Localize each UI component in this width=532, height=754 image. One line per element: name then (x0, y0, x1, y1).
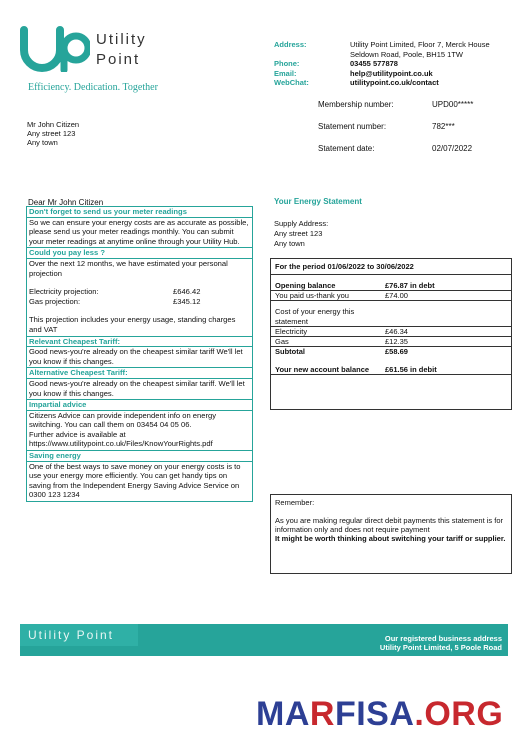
saving-energy-text: One of the best ways to save money on your energy costs is to use your energy more efficiently. You can get handy tips on saving from the Independent Energy Saving Advice Service on 0300 123 1234 (29, 461, 241, 500)
statement-number-label: Statement number: (318, 122, 387, 131)
impartial-advice-section (27, 411, 252, 451)
further-advice-text: Further advice is available at (29, 429, 126, 439)
gas-projection-label: Gas projection: (29, 296, 81, 306)
footer-bar (20, 624, 508, 656)
customer-name: Mr John Citizen (27, 120, 80, 129)
customer-address (27, 120, 79, 147)
electricity-row: Electricity £46.34 (271, 327, 511, 337)
relevant-tariff-heading: Relevant Cheapest Tariff: (27, 337, 252, 348)
greeting: Dear Mr John Citizen (28, 198, 104, 207)
brand-name: Utility Point (96, 31, 147, 68)
statement-number-value: 782*** (432, 122, 455, 131)
statement-meta (318, 100, 473, 166)
supply-street: Any street 123 (274, 229, 323, 238)
address-label: Address: (274, 40, 307, 49)
statement-date-label: Statement date: (318, 144, 375, 153)
projection-intro: Over the next 12 months, we have estimated your personal projection (29, 258, 228, 278)
statement-table (270, 258, 512, 410)
alternative-tariff-text: Good news-you're already on the cheapest similar tariff. We'll let you know if this changes. (27, 379, 252, 400)
info-panel (26, 206, 253, 502)
supply-address (274, 219, 328, 249)
phone-value: 03455 577878 (350, 59, 398, 68)
gas-projection-value: £345.12 (173, 296, 201, 306)
membership-value: UPD00***** (432, 100, 474, 109)
footer-brand: Utility Point (28, 628, 115, 642)
alternative-tariff-heading: Alternative Cheapest Tariff: (27, 368, 252, 379)
meter-readings-text: So we can ensure your energy costs are as accurate as possible, please send us your meter readings monthly. You can submit your meter readings at anytime online through your Utility Hub. (27, 218, 252, 249)
utility-point-logo-icon (20, 26, 90, 72)
customer-street: Any street 123 (27, 129, 76, 138)
meter-readings-heading: Don't forget to send us your meter readings (27, 207, 252, 218)
registered-address: Our registered business address Utility Point Limited, 5 Poole Road (379, 634, 502, 652)
opening-balance-row: Opening balance £76.87 in debt (271, 281, 511, 291)
address-line2: Seldown Road, Poole, BH15 1TW (350, 49, 463, 59)
statement-period: For the period 01/06/2022 to 30/06/2022 (271, 259, 511, 275)
saving-energy-heading: Saving energy (27, 451, 252, 462)
remember-advice: It might be worth thinking about switching your tariff or supplier. (275, 534, 506, 543)
know-your-rights-link[interactable]: https://www.utilitypoint.co.uk/Files/KnowYourRights.pdf (29, 439, 213, 449)
cost-label-row-2: statement (271, 317, 511, 327)
cost-label-row: Cost of your energy this (275, 307, 355, 316)
statement-date-value: 02/07/2022 (432, 144, 473, 153)
membership-label: Membership number: (318, 100, 394, 109)
paid-row: You paid us-thank you £74.00 (271, 291, 511, 301)
impartial-advice-text: Citizens Advice can provide independent info on energy switching. You can call them on 03454 04 05 06. (29, 410, 217, 430)
subtotal-row: Subtotal £58.69 (275, 347, 408, 356)
projection-note: This projection includes your energy usage, standing charges and VAT (29, 315, 236, 334)
supply-address-label: Supply Address: (274, 219, 329, 228)
remember-text: As you are making regular direct debit payments this statement is for information only and does not require payment (275, 516, 504, 534)
new-balance-row: Your new account balance £61.56 in debit (271, 365, 511, 375)
webchat-label: WebChat: (274, 78, 309, 87)
elec-projection-label: Electricity projection: (29, 287, 99, 297)
brand-tagline: Efficiency. Dedication. Together (28, 82, 158, 93)
pay-less-section (27, 259, 252, 337)
energy-statement-title: Your Energy Statement (274, 197, 362, 206)
impartial-advice-heading: Impartial advice (27, 400, 252, 411)
supply-town: Any town (274, 239, 305, 248)
email-link[interactable]: help@utilitypoint.co.uk (350, 68, 433, 78)
phone-label: Phone: (274, 59, 300, 68)
watermark: MARFISA.ORG (256, 695, 504, 733)
relevant-tariff-text: Good news-you're already on the cheapest similar tariff We'll let you know if this changes. (27, 347, 252, 368)
gas-row: Gas £12.35 (271, 337, 511, 347)
customer-town: Any town (27, 138, 58, 147)
webchat-link[interactable]: utilitypoint.co.uk/contact (350, 78, 439, 87)
contact-block (274, 40, 490, 88)
elec-projection-value: £646.42 (173, 287, 201, 297)
address-line1: Utility Point Limited, Floor 7, Merck House (350, 40, 490, 49)
pay-less-heading: Could you pay less ? (27, 248, 252, 259)
email-label: Email: (274, 68, 297, 78)
remember-box (270, 494, 512, 574)
remember-title: Remember: (275, 498, 315, 507)
